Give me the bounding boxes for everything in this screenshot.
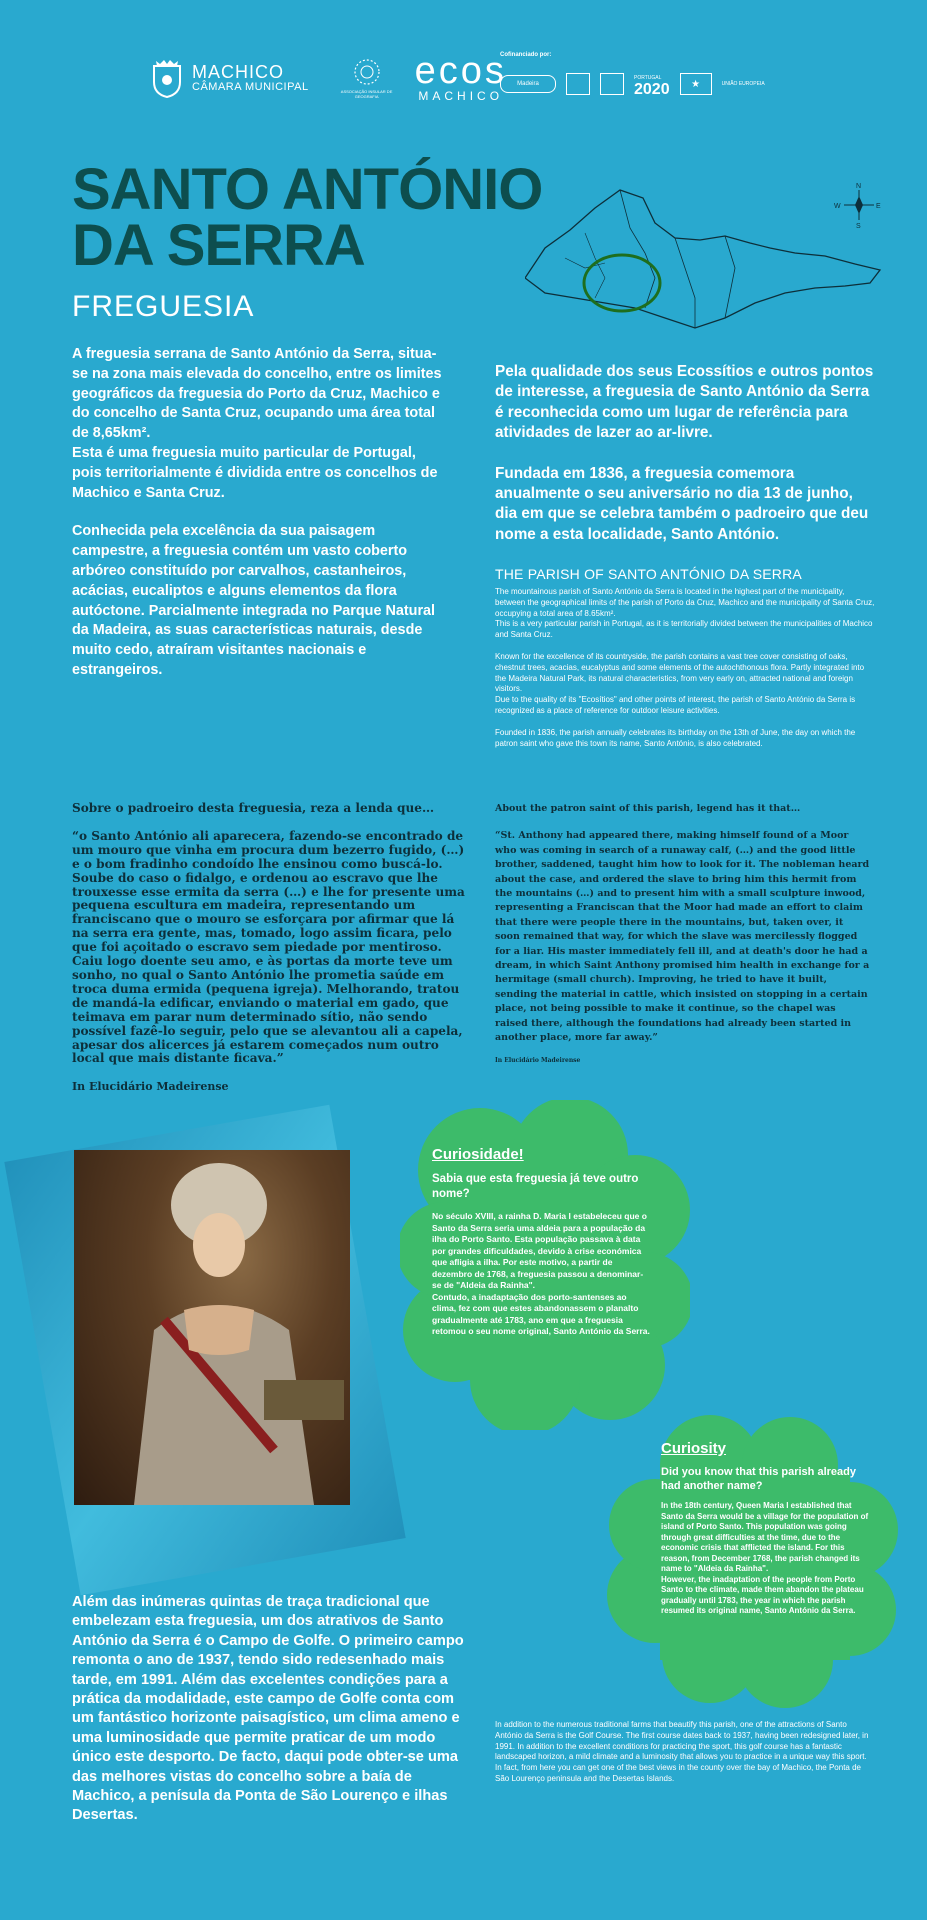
intro-pt-p2: Esta é uma freguesia muito particular de Portugal, pois territorialmente é dividida entre os concelhos de Machico e Santa Cruz. (72, 444, 438, 501)
assoc-logo (337, 57, 397, 99)
queen-portrait (74, 1150, 350, 1505)
portugal2020-big: 2020 (634, 81, 670, 98)
compass-w: W (834, 203, 841, 210)
legend-pt-quote: “o Santo António ali aparecera, fazendo-se encontrado de um mouro que vinha em procura dum bezerro fugido, (…) e o bom fradinho condoído lhe ensinou como buscá-lo. Soube do caso o fidalgo, e ordenou ao escravo que lhe trouxesse esse ermita da serra (…) e lhe for presente uma pequena escultura em madeira, representando um franciscano que o mouro se esforçara por afirmar que lá na serra era gente, mas, tomado, logo assim ficara, pelo que foi açoitado o escravo sem piedade por mentiroso. Caiu logo doente seu amo, e às portas da morte teve um sonho, no qual o Santo António lhe prometia saúde em troca duma ermida (pequena igreja). Melhorando, tratou de mandá-la edificar, enviando o material em gado, que teimava em parar num determinado sítio, não sendo possível fazê-lo seguir, pelo que se alevantou ali a capela, apesar dos alicerces já estarem começados num outro local que mais distante ficava.” (72, 828, 465, 1066)
intro-pt-right (495, 362, 875, 545)
machico-crest-icon (150, 58, 184, 98)
title-line2: DA SERRA (72, 213, 365, 278)
curiosity-p2: However, the inadaptation of the people from Porto Santo to the climate, made them abandon the plateau gradually until 1783, the year in which the parish resumed its original name, Santo António da Serra. (661, 1574, 864, 1615)
globe-icon (352, 57, 382, 87)
title-line1: SANTO ANTÓNIO (72, 157, 543, 222)
intro-pt-right-p2: Fundada em 1836, a freguesia comemora anualmente o seu aniversário no dia 13 de junho, dia em que se celebra também o padroeiro que deu nome a esta localidade, Santo António. (495, 464, 869, 543)
eu-text: UNIÃO EUROPEIA (721, 81, 765, 87)
curiosidade-p1: No século XVIII, a rainha D. Maria I estabeleceu que o Santo da Serra seria uma aldeia para a população da ilha do Porto Santo. Esta população passava à data por grandes dificuldades, devido à crise económica que afligia a ilha. Por este motivo, a partir de dezembro de 1768, a freguesia passou a denominar-se de "Aldeia da Rainha". (432, 1211, 647, 1290)
machico-logo (150, 58, 309, 98)
curiosity-body (661, 1501, 871, 1617)
legend-en-intro: About the patron saint of this parish, legend has it that… (495, 803, 801, 814)
ecos-machico: MACHICO (418, 89, 504, 103)
intro-pt-p1: A freguesia serrana de Santo António da Serra, situa-se na zona mais elevada do concelho, entre os limites geográficos da freguesia do Porto da Cruz, Machico e do concelho de Santa Cruz, ocupando uma área total de 8,65km². (72, 346, 442, 442)
english-p5: Founded in 1836, the parish annually celebrates its birthday on the 13th of June, the day on which the patron saint who gave this town its name, Santo António, is also celebrated. (495, 727, 856, 748)
page-subtitle: FREGUESIA (72, 290, 255, 323)
curiosidade-question: Sabia que esta freguesia já teve outro nome? (432, 1173, 639, 1200)
golf-pt: Além das inúmeras quintas de traça tradicional que embelezam esta freguesia, um dos atrativos de Santo António da Serra é o Campo de Golfe. O primeiro campo remonta o ano de 1937, tendo sido redesenhado mais tarde, em 1991. Além das excelentes condições para a prática da modalidade, este campo de Golfe conta com um fantástico horizonte paisagístico, um clima ameno e uma luminosidade que permite praticar de um modo único este desporto. De facto, daqui pode obter-se uma das melhores vistas do concelho sobre a baía de Machico, a penísula da Ponta de São Lourenço e ilhas Desertas. (72, 1594, 464, 1824)
english-p3: Known for the excellence of its countryside, the parish contains a vast tree cover consisting of oaks, chestnut trees, acacias, eucalyptus and some elements of the autochthonous flora. Partly integrated into the Madeira Natural Park, its natural characteristics, from very early on, attracted national and foreign visitors. (495, 651, 865, 694)
compass-n: N (856, 183, 862, 190)
golf-en: In addition to the numerous traditional farms that beautify this parish, one of the attractions of Santo António da Serra is the Golf Course. The first course dates back to 1937, having been redesigned later, in 1991. In addition to the excellent conditions for practicing the sport, this golf course has a fantastic landscaped horizon, a mild climate and a luminosity that allows you to practice in a unique way this sport. In fact, from here you can get one of the best views in the county over the bay of Machico, the Ponta de São Lourenço peninsula and the Desertas Islands. (495, 1720, 869, 1783)
legend-en-quote: “St. Anthony had appeared there, making himself found of a Moor who was coming in search of a runaway calf, (…) and the good little brother, saddened, taught him how to look for it. The nobleman heard about the case, and ordered the slave to bring him this hermit from the mountains (…) and to present him with a small sculpture inwood, representing a Franciscan that the Moor had made an effort to claim that there were people there in the mountains, but, taken over, it soon remained that way, for which the slave was mercilessly flogged for a liar. His master immediately fell ill, and at death's door he had a dream, in which Saint Anthony promised him health in exchange for a hermitage (small church). Improving, he tried to have it built, sending the material in cattle, which insisted on stopping in a certain place, not being possible to make it continue, so the chapel was raised there, although the foundations had already been started in another place, more far away.” (495, 830, 870, 1044)
legend-en (495, 802, 870, 1068)
compass-s: S (856, 223, 861, 230)
english-title: THE PARISH OF SANTO ANTÓNIO DA SERRA (495, 566, 802, 582)
portugal2020-logo (634, 72, 670, 96)
region-flag-icon (566, 73, 590, 95)
legend-pt-source: In Elucidário Madeirense (72, 1080, 229, 1094)
machico-line1: MACHICO (192, 62, 284, 82)
portugal2020-small: PORTUGAL (634, 75, 662, 81)
english-p2: This is a very particular parish in Portugal, as it is territorially divided between the municipalities of Machico and Santa Cruz. (495, 619, 873, 640)
madeira-logo: Madeira (500, 75, 556, 93)
curiosidade-heading: Curiosidade! (432, 1146, 524, 1163)
legend-en-source: In Elucidário Madeirense (495, 1056, 581, 1064)
intro-pt-left (72, 345, 447, 681)
curiosity-question: Did you know that this parish already had another name? (661, 1466, 856, 1492)
legend-pt-intro: Sobre o padroeiro desta freguesia, reza a lenda que… (72, 801, 435, 815)
intro-pt-p3: Conhecida pela excelência da sua paisagem campestre, a freguesia contém um vasto coberto arbóreo constituído por carvalhos, castanheiros, acácias, eucaliptos e alguns elementos da flora autóctone. Parcialmente integrada no Parque Natural da Madeira, as suas características naturais, desde muito cedo, atraíram visitantes nacionais e estrangeiros. (72, 523, 436, 678)
cofin-label: Cofinanciado por: (500, 52, 552, 58)
compass-e: E (876, 203, 881, 210)
english-p1: The mountainous parish of Santo António da Serra is located in the highest part of the municipality, between the geographical limits of the parish of Porto da Cruz, Machico and the municipality of Santa Cruz, occupying a total area of 8.65km². (495, 587, 875, 618)
english-p4: Due to the quality of its "Ecosítios" and other points of interest, the parish of Santo António da Serra is recognized as a place of reference for outdoor leisure activities. (495, 695, 856, 715)
legend-pt (72, 802, 472, 1094)
ecos-wordmark: ecos (414, 50, 507, 92)
cofinancing-logos (500, 52, 860, 96)
curiosity-box (661, 1440, 871, 1617)
queen-portrait-image (74, 1150, 350, 1505)
logos-row (150, 50, 507, 106)
ecos-logo (414, 50, 507, 103)
intro-pt-right-p1: Pela qualidade dos seus Ecossítios e outros pontos de interesse, a freguesia de Santo António da Serra é reconhecida como um lugar de referência para atividades de lazer ao ar-livre. (495, 363, 874, 442)
curiosidade-body (432, 1211, 652, 1338)
english-body (495, 587, 875, 749)
page-title (72, 157, 543, 278)
curiosidade-box (432, 1146, 652, 1338)
machico-line2: CÂMARA MUNICIPAL (192, 81, 309, 93)
compass-icon (834, 183, 881, 230)
curiosity-p1: In the 18th century, Queen Maria I established that Santo da Serra would be a village for the population of island of Porto Santo. This population was going through great difficulties at the time, due to the economic crisis that afflicted the island. For this reason, from December 1768, the parish changed its name to "Aldeia da Rainha". (661, 1501, 869, 1573)
parish-map (525, 168, 890, 338)
portugal-flag-icon (600, 73, 624, 95)
curiosidade-p2: Contudo, a inadaptação dos porto-santenses ao clima, fez com que estes abandonassem o planalto gradualmente até 1783, ano em que a freguesia retomou o seu nome original, Santo António da Serra. (432, 1291, 650, 1336)
eu-flag-icon: ★ (680, 73, 712, 95)
curiosity-heading: Curiosity (661, 1440, 727, 1457)
assoc-text: ASSOCIAÇÃO INSULAR DE GEOGRAFIA (340, 89, 393, 99)
